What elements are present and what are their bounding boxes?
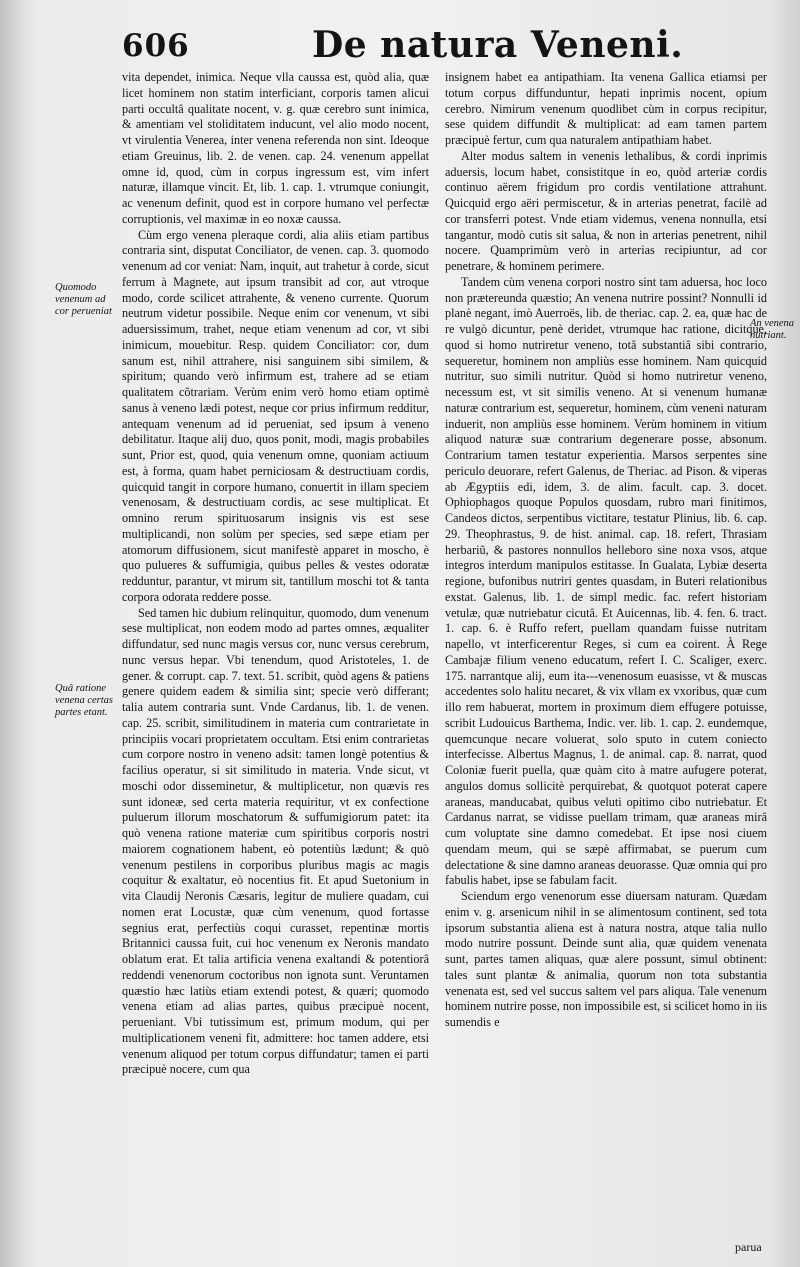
running-title: De natura Veneni. (312, 24, 684, 66)
margin-note: Quomodo venenum ad cor perueniat (55, 282, 112, 317)
margin-note: An venena nutriant. (750, 318, 795, 341)
text-column-right (445, 70, 767, 1031)
paragraph: insignem habet ea antipathiam. Ita venena Gallica etiamsi per totum corpus diffunduntur, hepati inprimis nocent, opium cerebro. Nimirum venenum quodlibet cùm in corpus recipitur, sese quidem diffundit & multiplicat: ad eam tamen partem præcipuè fertur, cum qua naturalem antipathiam habet. (445, 70, 767, 147)
paragraph: Alter modus saltem in venenis lethalibus, & cordi inprimis aduersis, locum habet, consistitque in eo, quòd arteriæ cordis continuo aërem frigidum pro cordis ventilatione attrahunt. Quicquid ergo aëri permiscetur, & in arterias penetrat, facilè ad cor transferri potest. Vnde etiam videmus, venena nonnulla, etsi tangantur, modò cutis sit salua, & non in arterias penetrent, nihil nocere. Quamprimùm verò in arterias recipiuntur, ad cor penetrare, & hominem perimere. (445, 148, 767, 273)
paragraph: Sciendum ergo venenorum esse diuersam naturam. Quædam enim v. g. arsenicum nihil in se alimentosum continent, sed tota ipsorum substantia aliena est à natura nostra, atque talia nullo modo nutrire possunt. Deinde sunt alia, quæ quidem venenata sunt, partes tamen aliquas, quæ alere possunt, simul obtinent: tales sunt plantæ & animalia, quorum non tota substantia venenata est, sed vel succus saltem vel pars aliqua. Tale venenum hominem nutrire posse, non impossibile est, si scilicet homo in iis sumendis e (445, 889, 767, 1029)
paragraph: Sed tamen hic dubium relinquitur, quomodo, dum venenum sese multiplicat, non eodem modo ad partes omnes, æqualiter diffundatur, sed nunc magis versus cor, nunc versus cerebrum, nunc versus hepar. Vbi tenendum, quod Aristoteles, 1. de gener. & corrupt. cap. 7. text. 51. scribit, quòd agens & patiens genere quidem eadem & similia sint; specie verò differant; talia autem contraria sunt. Vnde Cardanus, lib. 1. de venen. cap. 25. scribit, similitudinem in materia cum contrarietate in principiis vocari proprietatem occultam. Etsi enim contrarietas cum corpore nostro in veneno adsit: tamen longè potentius & facilius operatur, si sit similitudo in materia. Vnde sicut, vt moschi odor disseminetur, & multiplicetur, non quævis res sunt idoneæ, sed certa materia requiritur, vt ex confectione puluerum illorum moschatorum & suffumigiorum patet: ita quò venena ratione materiæ cum spiritibus corporis nostri maiorem cognationem habent, eò potentiùs lædunt; & quò venenum pestilens in corporibus pluribus magis ac magis coquitur & exaltatur, eò nocentius fit. Et apud Suetonium in vita Claudij Neronis Cæsaris, legitur de muliere quadam, cui nomen erat Locustæ, quæ cùm venenum, quod fortasse segnius erat, perfectiùs coqui curasset, repentinæ mortis Britannici caussa fuit, cui hoc venenum ex Neronis mandato oblatum erat. Et talia artificia venena exaltandi & potentiorâ reddendi venenorum coctoribus non ignota sunt. Veruntamen quæstio hæc latiùs etiam extendi potest, & quæri; quomodo venena etiam ad alias partes, quibus præcipuè nocent, perueniant. Vbi tutissimum est, primum modum, qui per multiplicationem veneni fit, admittere: hoc tamen addere, etsi venenum aliquod per totum corpus diffundatur; tamen ei parti præcipuè nocere, cum qua (122, 605, 429, 1077)
paragraph: Cùm ergo venena pleraque cordi, alia aliis etiam partibus contraria sint, disputat Conciliator, de venen. cap. 3. quomodo venenum ad cor veniat: Nam, inquit, aut trahetur à corde, sicut ferrum à Magnete, aut ipsum transibit ad cor, aut vtroque modo, corde scilicet attrahente, & veneno currente. Quorum neutrum videtur possibile. Neque enim cor venenum, vt sibi aduersissimum, trahet, neque etiam venenum ad cor, vt sibi inimicum, mouebitur. Resp. quidem Conciliator: cor, dum sanum est, nihil attrahere, nisi sanguinem sibi similem, & spiritum; quando verò infirmum est, trahere ad se etiam qualitatem cõtrariam. Verùm enim verò homo etiam optimè sanus à veneno lædi potest, neque cor prius infirmum redditur, antequam venenum ad id perueniat, sed ipsum à veneno debilitatur. Itaque alij duo, quos ponit, modi, magis probabiles sunt, Prior est, quod, quia venenum omne, quoniam actiuum est, à forma, quam habet perniciosam & destructiuam cordis, quicquid tangit in corpore humano, conuertit in illam speciem venenosam, & destructiuam cordis, ac sese multiplicat. Et omnino rerum spirituosarum insignis vis est sese multiplicandi, non solùm per species, sed sæpe etiam per atomorum diffusionem, sicut manifestè apparet in moscho, è quo pulueres & suffumigia, quibus pelles & vestes odoratæ redduntur, parantur, vt mirum sit, tantillum moschi tot & tanta corpora odorata reddere posse. (122, 227, 429, 604)
binding-shadow (0, 0, 40, 1267)
catchword: parua (735, 1240, 762, 1254)
margin-note: Quâ ratione venena certas partes etant. (55, 683, 114, 718)
paragraph: vita dependet, inimica. Neque vlla caussa est, quòd alia, quæ licet hominem non statim interficiant, corporis tamen alicui parti occultâ qualitate nocent, v. g. quæ cerebro sunt inimica, & amentiam vel stoliditatem inducunt, vel alio modo nocent, vt virulentia Venerea, inter venena referenda non sint. Ideoque etiam Greuinus, lib. 2. de venen. cap. 24. venenum appellat omne id, quod, cùm in corpus ingressum est, vim infert naturæ, illamque vincit. Et, lib. 1. cap. 1. vtrumque coniungit, ac venenum definit, quod est in corpore humano vel perfectæ corruptionis, vel maximæ in eo noxæ caussa. (122, 70, 429, 226)
paragraph: Tandem cùm venena corpori nostro sint tam aduersa, hoc loco non prætereunda quæstio; An venena nutrire possint? Nonnulli id planè negant, imò Auerroës, lib. de theriac. cap. 2. ea, quæ hac de re vulgò dicuntur, penè deridet, vtrumque hac ratione, dicitque, quod si homo nutriretur veneno, totâ substantiâ sibi contrario, sequeretur, hominem non ampliùs esse hominem. Nam quicquid nutritur, suo simili nutritur. Quòd si homo nutriretur veneno, necessum est, vt sit similis veneno. At si venenum humanæ naturæ contrarium est, sequeretur, hominem, cùm veneni naturam induerit, non ampliùs esse hominem. Verùm hominem in vitium aliquod naturæ suæ contrarium degenerare posse, absonum. Contrarium tamen testatur experientia. Marsos serpentes sine periculo deuorare, refert Galenus, de Theriac. ad Pison. & viperas ab Ægyptiis edi, idem, 3. de alim. facult. cap. 3. docet. Ophiophagos quoque Populos quosdam, rubro mari finitimos, Candeos dictos, serpentibus victitare, testatur Plinius, lib. 6. cap. 29. Theophrastus, 9. de hist. animal. cap. 18. refert, Thrasiam herbariũ, & pastores nonnullos helleboro sine noxa vsos, atque integros interdum manipulos estitasse. In Gualata, Lybiæ deserta regione, bufonibus nutriri gentes quasdam, in Buteri relationibus exstat. Galenus, lib. 1. de simpl medic. fac. refert historiam vetulæ, quæ nutriebatur cicutâ. Et Auicennas, lib. 4. fen. 6. tract. 1. cap. 6. è Ruffo refert, puellam quandam fuisse nutritam napello, vt interficerentur Reges, si cum ea coirent. À Rege Cambajæ filium veneno educatum, refert I. C. Scaliger, exerc. 175. narrantque alij, eum ita---venenosum euasisse, vt & muscas accedentes solo halitu necaret, & vix vllam ex vxoribus, quæ cum illo rem habuerat, mortem in proximum diem effugere potuisse, scribit Ludouicus Barthema, Indic. ver. lib. 1. cap. 2. eundemque, quemcunque necare volueratˏ solo sputo in cutem coniecto interfecisse. Albertus Magnus, 1. de animal. cap. 8. narrat, quod Coloniæ fuerit puella, quæ quàm cito à matre aufugere poterat, angulos domus sollicitè perquirebat, & quotquot poterat capere araneas, manducabat, quibus veluti opitimo cibo nutriebatur. Et Cardanus narrat, se vidisse puellam trimam, quæ araneas mirâ cum voluptate sine damno comedebat. Et ipse nosi ciuem quendam meum, qui se sæpè affirmabat, se puerum cum delectatione & sine damno araneas deuorasse. Quæ omnia qui pro fabulis habet, ipse se fabulam facit. (445, 274, 767, 888)
text-column-left (122, 70, 429, 1078)
page-number: 606 (122, 28, 190, 64)
